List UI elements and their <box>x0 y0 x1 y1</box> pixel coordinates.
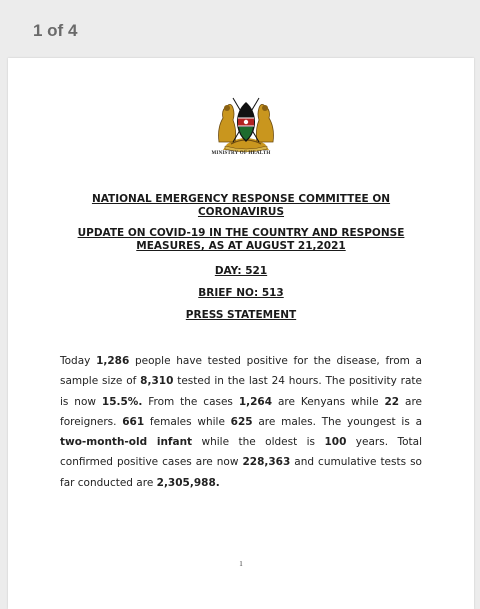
females-value: 661 <box>122 415 145 428</box>
positivity-rate-value: 15.5%. <box>101 395 143 408</box>
page-number: 1 <box>239 560 243 568</box>
title-line-2: CORONAVIRUS <box>197 206 285 218</box>
coat-of-arms-icon <box>213 92 279 152</box>
subtitle-line-2: MEASURES, AS AT AUGUST 21,2021 <box>136 240 346 252</box>
day-label: DAY: 521 <box>214 265 268 277</box>
males-value: 625 <box>230 415 253 428</box>
cumulative-tests-value: 2,305,988. <box>156 476 220 489</box>
document-page <box>8 58 474 609</box>
sample-size-value: 8,310 <box>140 375 174 388</box>
total-cases-value: 228,363 <box>242 456 291 469</box>
tested-positive-value: 1,286 <box>96 355 130 367</box>
kenyans-value: 1,264 <box>238 395 273 408</box>
oldest-value: 100 <box>324 436 347 449</box>
title-line-1: NATIONAL EMERGENCY RESPONSE COMMITTEE ON <box>91 193 391 205</box>
document-subtitle <box>48 227 434 253</box>
ministry-label: MINISTRY OF HEALTH <box>211 151 271 156</box>
press-statement-heading: PRESS STATEMENT <box>185 309 297 321</box>
page-counter: 1 of 4 <box>33 21 78 40</box>
statement-paragraph: Today 1,286 people have tested positive for the disease, from a sample size of 8,310 tested in the last 24 hours. The positivity rate is now 15.5%. From the cases 1,264 are Kenyans while 22 are foreigners. 661 females while 625 are males. The youngest is a two-month-old infant while the oldest is 100 years. Total confirmed positive cases are now 228,363 and cumulative tests so far conducted are 2,305,988. <box>60 355 422 489</box>
document-title <box>48 193 434 219</box>
foreigners-value: 22 <box>384 395 400 408</box>
brief-number: BRIEF NO: 513 <box>198 287 284 299</box>
subtitle-line-1: UPDATE ON COVID-19 IN THE COUNTRY AND RESPONSE <box>77 227 405 239</box>
youngest-value: two-month-old infant <box>60 436 193 449</box>
